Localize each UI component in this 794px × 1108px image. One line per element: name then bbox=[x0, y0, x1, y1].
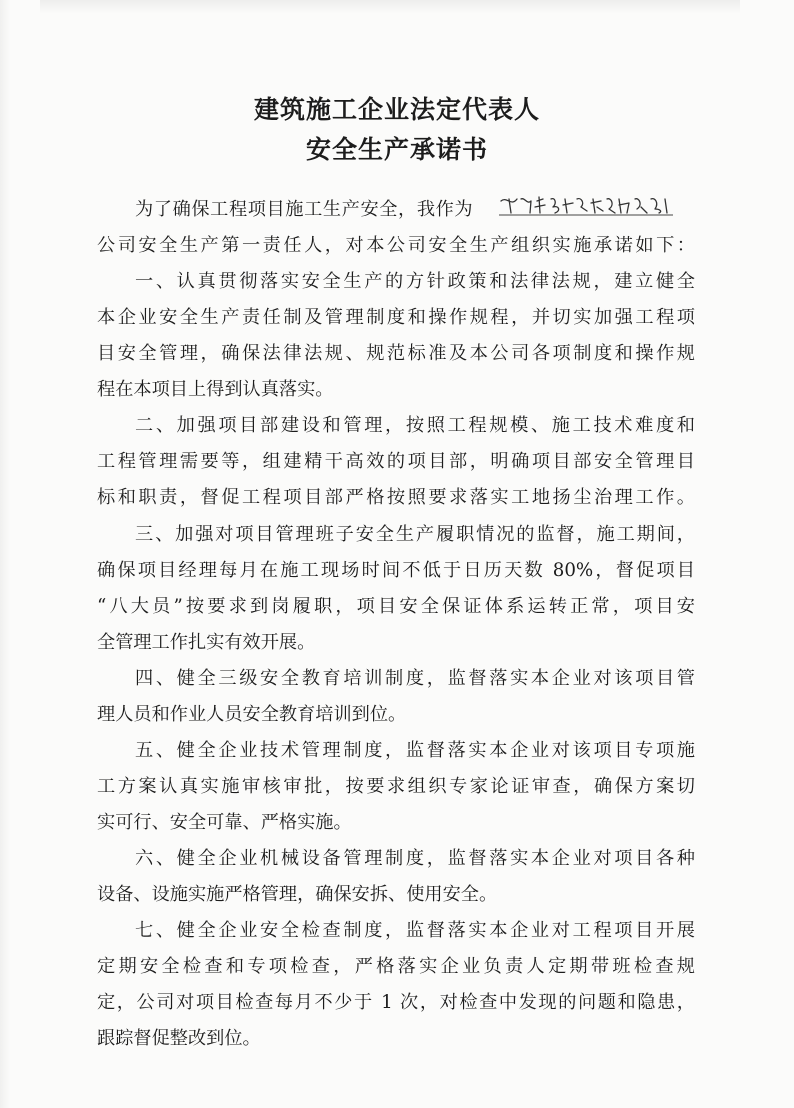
scan-shadow-top bbox=[40, 0, 740, 14]
body-line: 四、健全三级安全教育培训制度，监督落实本企业对该项目管 bbox=[135, 668, 695, 689]
body-line: 跟踪督促整改到位。 bbox=[97, 1028, 261, 1049]
body-line: 二、加强项目部建设和管理，按照工程规模、施工技术难度和 bbox=[135, 415, 695, 436]
body-line: 一、认真贯彻落实安全生产的方针政策和法律法规，建立健全 bbox=[135, 271, 695, 292]
body-line: 工方案认真实施审核审批，按要求组织专家论证审查，确保方案切 bbox=[97, 776, 695, 797]
body-line: 目安全管理，确保法律法规、规范标准及本公司各项制度和操作规 bbox=[97, 343, 695, 364]
body-line: 程在本项目上得到认真落实。 bbox=[97, 379, 334, 400]
body-line: 五、健全企业技术管理制度，监督落实本企业对该项目专项施 bbox=[135, 740, 695, 761]
body-line: 本企业安全生产责任制及管理制度和操作规程，并切实加强工程项 bbox=[97, 307, 695, 328]
scan-shadow-left bbox=[0, 0, 10, 1108]
body-line: 七、健全企业安全检查制度，监督落实本企业对工程项目开展 bbox=[135, 920, 695, 941]
body-line: 实可行、安全可靠、严格实施。 bbox=[97, 812, 352, 833]
body-line: 三、加强对项目管理班子安全生产履职情况的监督，施工期间， bbox=[135, 524, 695, 545]
body-line: 公司安全生产第一责任人，对本公司安全生产组织实施承诺如下： bbox=[97, 235, 695, 256]
company-signature bbox=[497, 193, 677, 219]
body-line: 工程管理需要等，组建精干高效的项目部，明确项目部安全管理目 bbox=[97, 451, 695, 472]
body-line: “八大员”按要求到岗履职，项目安全保证体系运转正常，项目安 bbox=[97, 596, 695, 617]
body-line: 设备、设施实施严格管理，确保安拆、使用安全。 bbox=[97, 884, 498, 905]
body-line: 确保项目经理每月在施工现场时间不低于日历天数 80%，督促项目 bbox=[97, 560, 695, 581]
body-line: 全管理工作扎实有效开展。 bbox=[97, 632, 316, 653]
body-line: 标和职责，督促工程项目部严格按照要求落实工地扬尘治理工作。 bbox=[97, 487, 695, 508]
body-line: 定，公司对项目检查每月不少于 1 次，对检查中发现的问题和隐患， bbox=[97, 992, 695, 1013]
body-line: 定期安全检查和专项检查，严格落实企业负责人定期带班检查规 bbox=[97, 956, 695, 977]
document-title-line-2: 安全生产承诺书 bbox=[305, 135, 488, 164]
body-line: 理人员和作业人员安全教育培训到位。 bbox=[97, 704, 407, 725]
body-line: 六、健全企业机械设备管理制度，监督落实本企业对项目各种 bbox=[135, 848, 695, 869]
document-title-line-1: 建筑施工企业法定代表人 bbox=[253, 95, 540, 124]
intro-prefix: 为了确保工程项目施工生产安全，我作为 bbox=[135, 199, 474, 220]
